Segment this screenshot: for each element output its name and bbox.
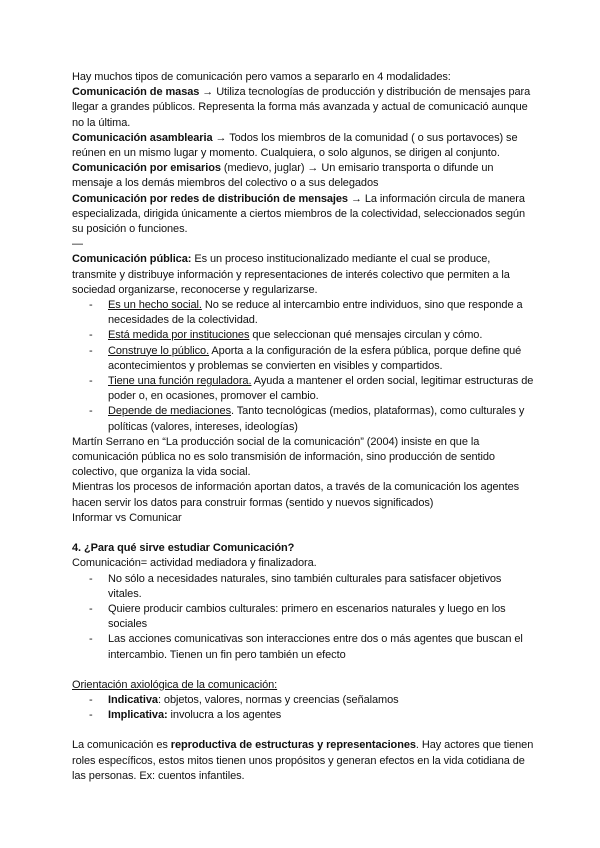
modalidad-arrow: (medievo, juglar) → [220, 162, 322, 175]
modalidad-text: Todos los miembros de la comunidad ( o sus portavoces) se reúnen en un mismo lugar y momento. Cualquiera, o solo algunos, se dirigen al conjunto. [72, 131, 518, 160]
list-item [72, 708, 534, 723]
list-item: - Quiere producir cambios culturales: primero en escenarios naturales y luego en los sociales [72, 602, 534, 632]
axiologica-heading-text: Orientación axiológica de la comunicación: [72, 678, 278, 691]
modalidad-asamblearia [72, 131, 534, 161]
modalidad-term: Comunicación por redes de distribución de mensajes [72, 192, 348, 205]
reproductiva-post: . Hay actores que tienen roles específicos, estos mitos tienen unos propósitos y generan efectos en la vida cotidiana de las personas. Ex: cuentos infantiles. [72, 739, 534, 782]
publica-definition [72, 252, 534, 298]
mientras-paragraph: Mientras los procesos de información aportan datos, a través de la comunicación los agentes hacen servir los datos para construir formas (sentido y nuevos significados) [72, 481, 520, 509]
list-item [72, 693, 534, 708]
intro-text: Hay muchos tipos de comunicación pero vamos a separarlo en 4 modalidades: [72, 71, 451, 83]
list-item-text: involucra a los agentes [167, 709, 282, 722]
section4-definition: Comunicación= actividad mediadora y finalizadora. [72, 557, 317, 570]
modalidad-text: Utiliza tecnologías de producción y distribución de mensajes para llegar a grandes públicos. Representa la forma más avanzada y actual de comunicació aunque no la última. [72, 86, 531, 129]
list-item-underlined: Construye lo público. [108, 344, 210, 357]
publica-list [72, 298, 534, 435]
list-item-text: . Tanto tecnológicas (medios, plataformas), como culturales y políticas (valores, intereses, ideologías) [108, 405, 525, 433]
list-item-bold: Implicativa: [108, 709, 168, 722]
list-item [72, 328, 534, 343]
modalidad-arrow: → [212, 131, 230, 144]
list-item-underlined: Es un hecho social. [108, 299, 202, 312]
modalidad-emisarios [72, 161, 534, 191]
list-item-text: Aporta a la configuración de la esfera pública, porque define qué acontecimientos y problemas se convierten en visibles y compartidos. [108, 344, 522, 372]
spacer [72, 526, 534, 541]
list-item-text: : objetos, valores, normas y creencias (señalamos [157, 693, 399, 706]
reproductiva-bold: reproductiva de estructuras y representaciones [170, 739, 416, 752]
publica-text: Es un proceso institucionalizado mediante el cual se produce, transmite y distribuye información y representaciones de interés colectivo que permiten a la sociedad organizarse, reconocerse y regularizarse. [72, 253, 510, 296]
axiologica-list [72, 693, 534, 723]
reproductiva-paragraph [72, 738, 534, 784]
axiologica-heading [72, 678, 534, 693]
list-item [72, 374, 534, 404]
list-item: - Las acciones comunicativas son interacciones entre dos o más agentes que buscan el intercambio. Tienen un fin pero también un efecto [72, 632, 534, 662]
list-item-underlined: Tiene una función reguladora. [108, 375, 252, 388]
list-item-text: No se reduce al intercambio entre individuos, sino que responde a necesidades de la colectividad. [108, 299, 523, 327]
modalidad-term: Comunicación asamblearia [72, 131, 213, 144]
list-item-bold: Indicativa [108, 693, 158, 706]
document-body [72, 70, 534, 784]
spacer [72, 723, 534, 738]
modalidad-masas [72, 85, 534, 131]
reproductiva-pre: La comunicación es [72, 739, 171, 752]
list-item: - No sólo a necesidades naturales, sino también culturales para satisfacer objetivos vitales. [72, 572, 534, 602]
list-item-text: que seleccionan qué mensajes circulan y cómo. [249, 329, 483, 342]
modalidad-arrow: → [199, 86, 217, 99]
modalidad-redes [72, 192, 534, 238]
serrano-paragraph: Martín Serrano en “La producción social de la comunicación” (2004) insiste en que la comunicación pública no es solo transmisión de información, sino producción de sentido colectivo, que organiza la vida social. [72, 435, 495, 479]
informar-line: Informar vs Comunicar [72, 511, 182, 524]
section4-heading [72, 541, 534, 556]
section4-list [72, 572, 534, 663]
modalidad-arrow: → [347, 192, 365, 205]
list-item [72, 344, 534, 374]
list-item [72, 404, 534, 434]
modalidad-term: Comunicación por emisarios [72, 162, 221, 175]
list-item-underlined: Está medida por instituciones [108, 329, 250, 342]
publica-term: Comunicación pública: [72, 253, 192, 266]
list-item-text: Ayuda a mantener el orden social, legitimar estructuras de poder o, en ocasiones, promover el cambio. [108, 375, 534, 403]
separator-dash: — [72, 238, 83, 251]
list-item [72, 298, 534, 328]
modalidad-text: La información circula de manera especializada, dirigida únicamente a ciertos miembros de la colectividad, seleccionados según su posición o funciones. [72, 192, 525, 236]
spacer [72, 663, 534, 678]
modalidad-term: Comunicación de masas [72, 86, 200, 99]
section4-heading-text: 4. ¿Para qué sirve estudiar Comunicación? [72, 542, 295, 555]
modalidad-text: Un emisario transporta o difunde un mensaje a los demás miembros del colectivo o a sus delegados [72, 162, 494, 190]
list-item-underlined: Depende de mediaciones [108, 405, 231, 418]
